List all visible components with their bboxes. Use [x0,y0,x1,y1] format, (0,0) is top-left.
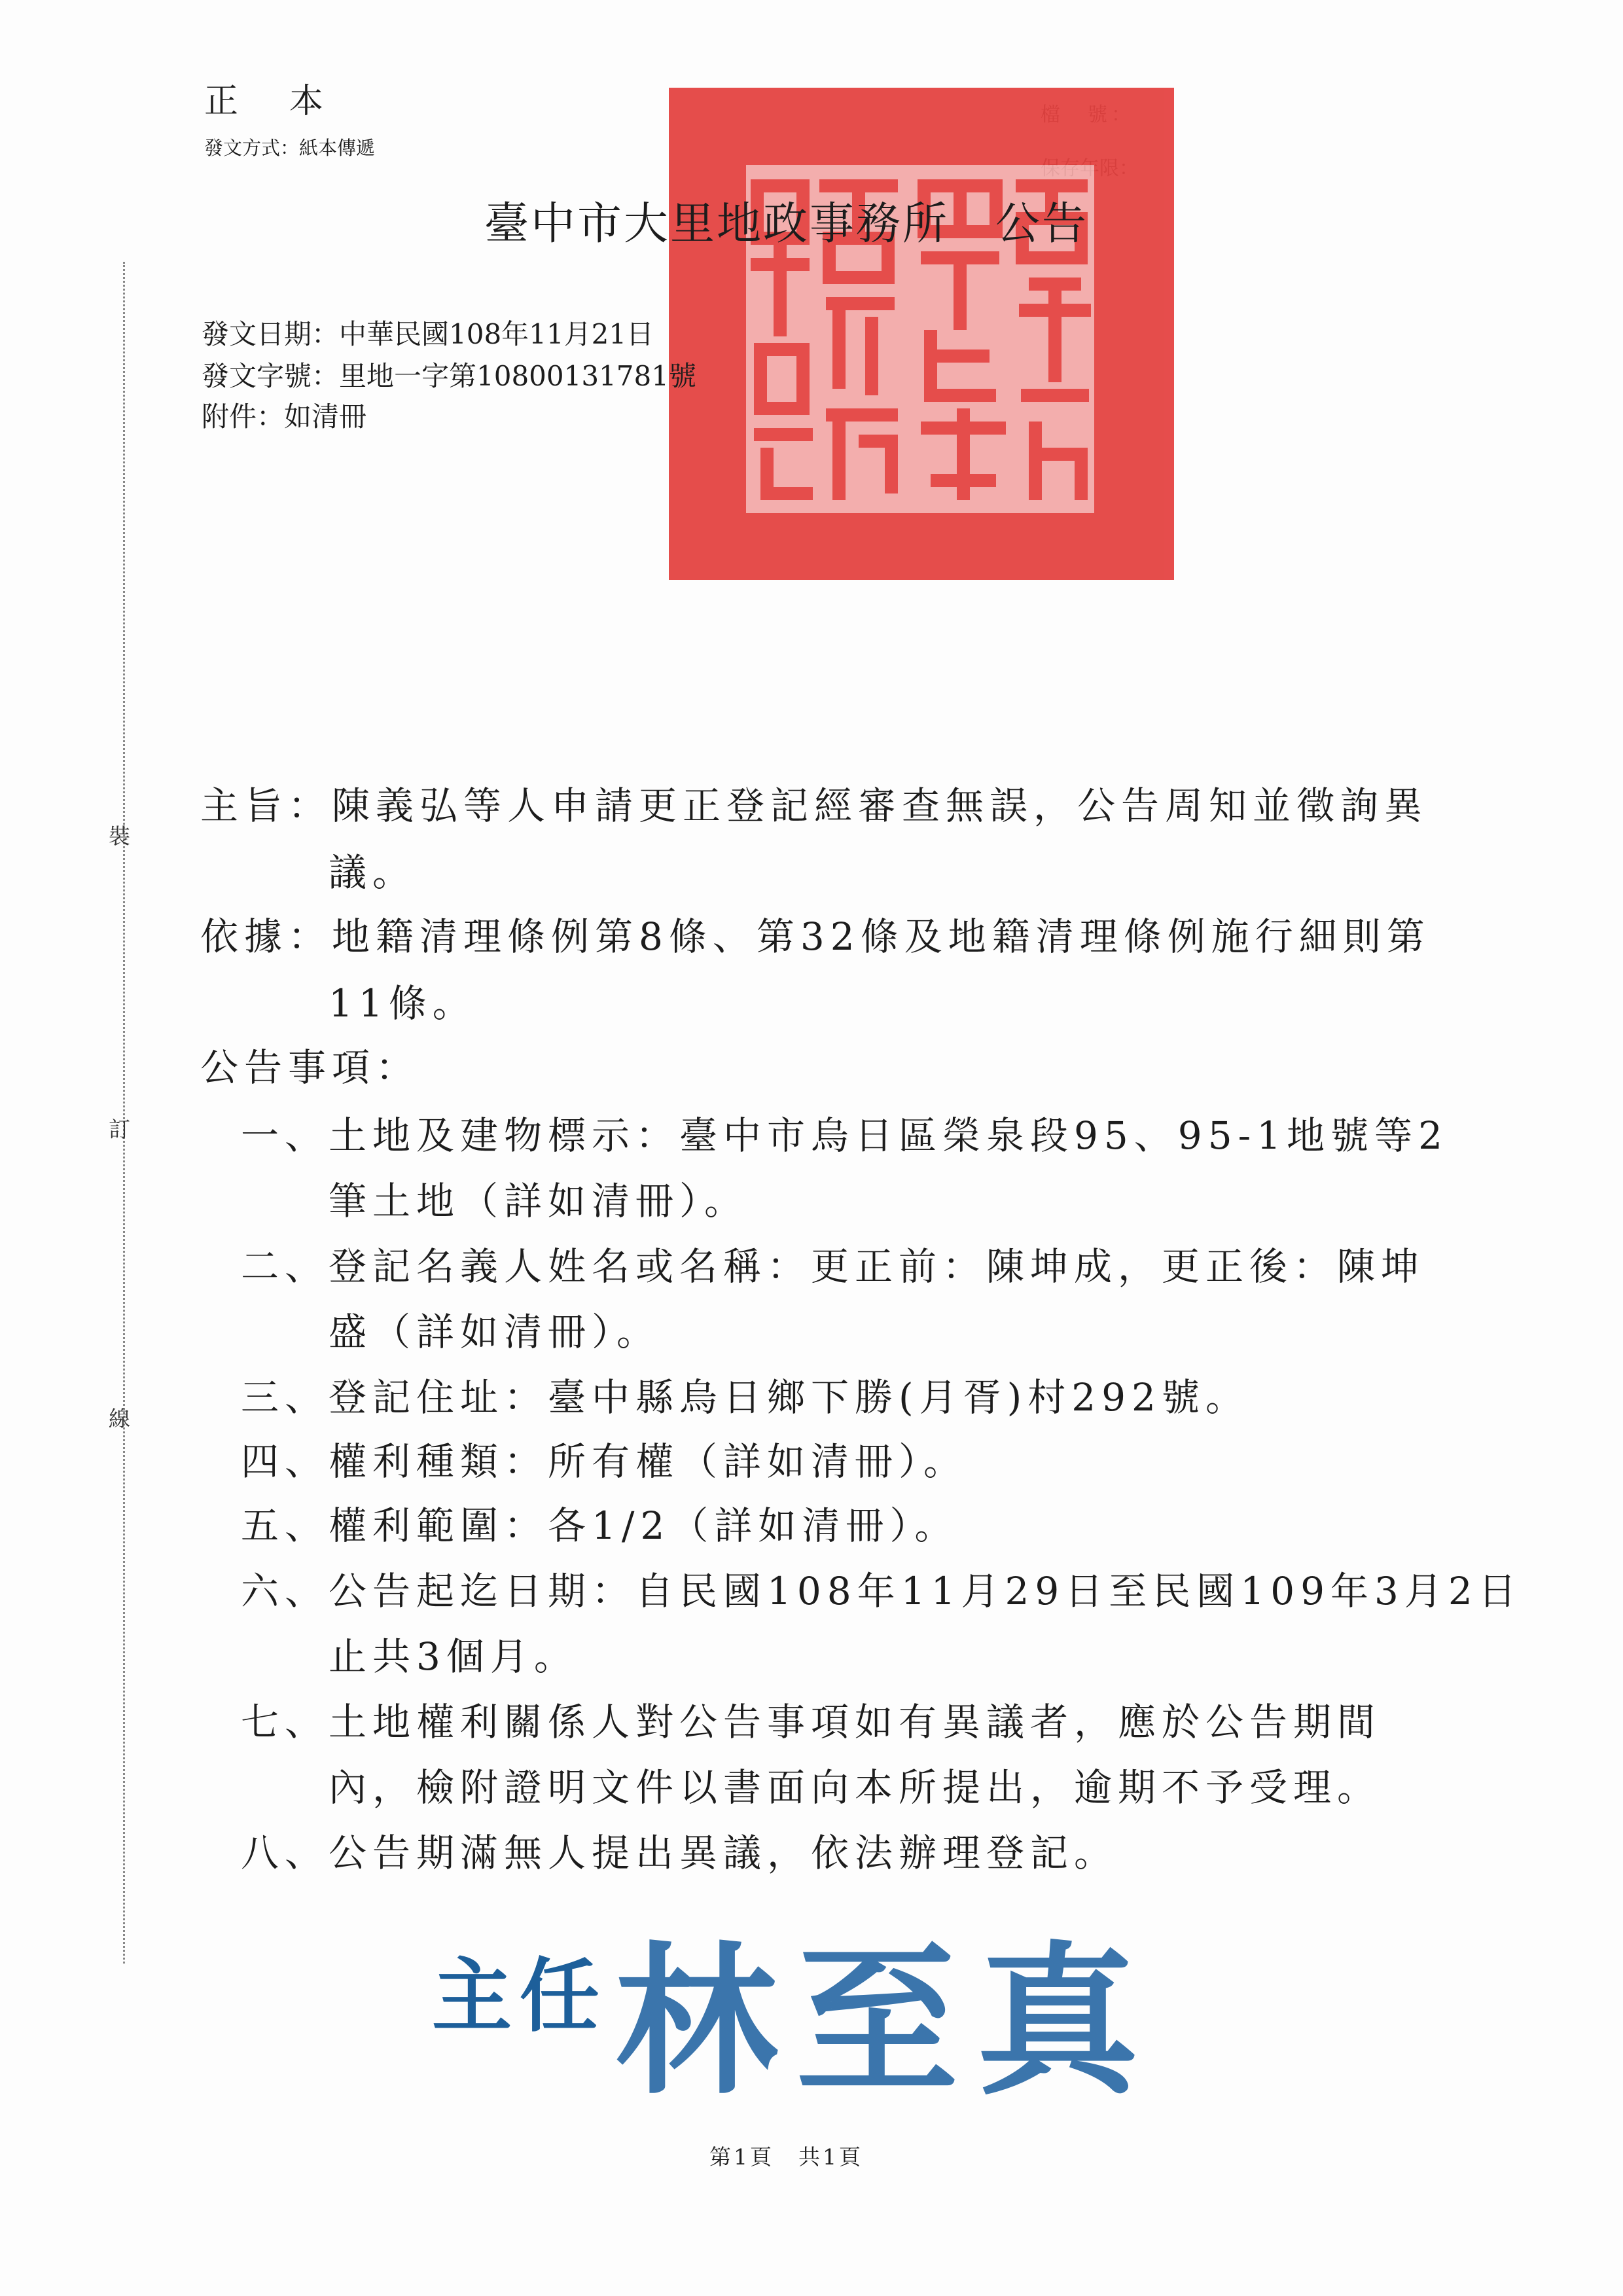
notice-item-7-line-1: 七、土地權利關係人對公告事項如有異議者，應於公告期間 [241,1700,1382,1744]
document-number: 發文字號：里地一字第10800131781號 [202,360,696,392]
copy-label: 正本 [204,82,375,121]
notice-item-6-line-1: 六、公告起迄日期：自民國108年11月29日至民國109年3月2日 [241,1569,1522,1613]
notice-item-4: 四、權利種類：所有權（詳如清冊）。 [241,1439,968,1484]
binding-char-zhuang: 裝 [109,823,130,849]
notice-item-2-line-2: 盛（詳如清冊）。 [329,1310,661,1354]
attachment-note: 附件：如清冊 [202,401,367,433]
items-heading: 公告事項： [200,1045,420,1090]
page-number: 第1頁 共1頁 [709,2144,863,2170]
notice-item-6-line-2: 止共3個月。 [329,1634,578,1679]
basis-line-2: 11條。 [329,981,476,1026]
subject-line-1: 主旨：陳義弘等人申請更正登記經審查無誤，公告周知並徵詢異 [200,783,1429,828]
subject-line-2: 議。 [329,850,417,895]
issue-date: 發文日期：中華民國108年11月21日 [202,318,654,350]
notice-item-1-line-2: 筆土地（詳如清冊）。 [329,1179,749,1223]
official-seal-stamp [669,88,1174,580]
basis-line-1: 依據：地籍清理條例第8條、第32條及地籍清理條例施行細則第 [200,914,1431,959]
binding-char-xian: 線 [109,1406,130,1431]
notice-item-7-line-2: 內，檢附證明文件以書面向本所提出，逾期不予受理。 [329,1765,1382,1810]
notice-item-2-line-1: 二、登記名義人姓名或名稱：更正前：陳坤成，更正後：陳坤 [241,1244,1425,1289]
send-method: 發文方式：紙本傳遞 [204,137,376,159]
document-title: 臺中市大里地政事務所 公告 [484,198,1089,250]
notice-item-5: 五、權利範圍：各1/2（詳如清冊）。 [241,1503,959,1548]
binding-char-ding: 訂 [109,1117,130,1142]
seal-glyph-art [669,88,1174,580]
notice-item-8: 八、公告期滿無人提出異議，依法辦理登記。 [241,1831,1118,1875]
notice-item-1-line-1: 一、土地及建物標示：臺中市烏日區榮泉段95、95-1地號等2 [241,1113,1449,1158]
director-signature-stamp: 林至真 [615,1926,1157,2117]
notice-item-3: 三、登記住址：臺中縣烏日鄉下勝(月胥)村292號。 [241,1375,1249,1420]
director-title-stamp: 主任 [432,1948,607,2043]
